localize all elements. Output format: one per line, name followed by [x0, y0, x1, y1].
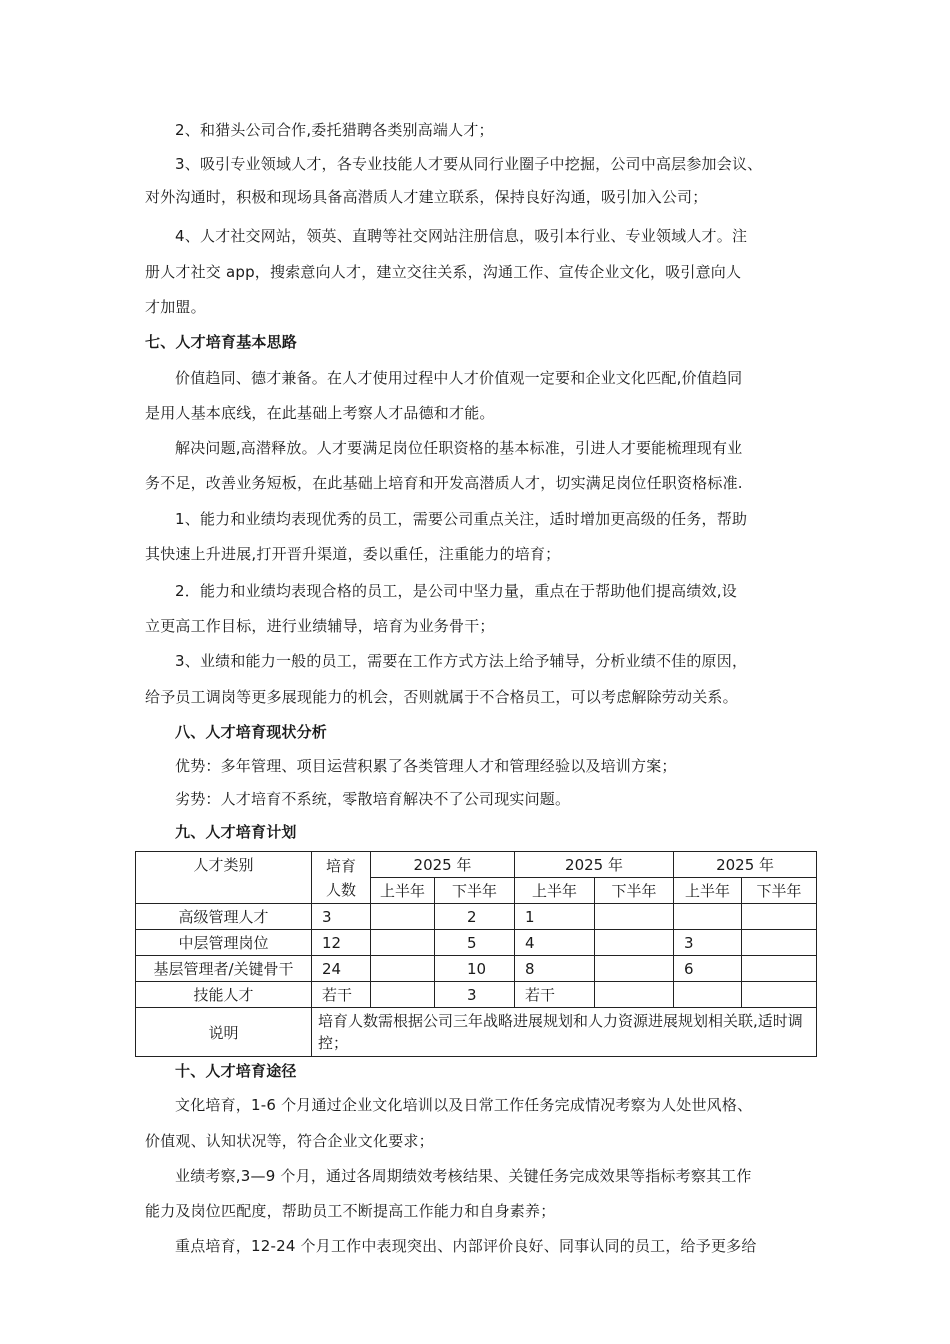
- header-count-top: 培育: [325, 856, 356, 875]
- row-y1-first: [371, 982, 435, 1008]
- header-year-1-first-half: 上半年: [371, 878, 435, 904]
- table-header-row: [136, 852, 817, 878]
- paragraph-excellent-line2: 其快速上升进展,打开晋升渠道，委以重任，注重能力的培育；: [145, 545, 561, 563]
- table-row: [136, 904, 817, 930]
- row-category: 中层管理岗位: [136, 930, 312, 956]
- header-year-3-second-half: 下半年: [742, 878, 817, 904]
- table-row: [136, 982, 817, 1008]
- paragraph-problem-line2: 务不足，改善业务短板，在此基础上培育和开发高潜质人才，切实满足岗位任职资格标准.: [145, 474, 743, 492]
- paragraph-performance-line1: 业绩考察,3—9 个月，通过各周期绩效考核结果、关键任务完成效果等指标考察其工作: [175, 1167, 752, 1185]
- row-count: 24: [312, 956, 371, 982]
- paragraph-strengths: 优势：多年管理、项目运营积累了各类管理人才和管理经验以及培训方案；: [175, 757, 677, 775]
- row-category: 基层管理者/关键骨干: [136, 956, 312, 982]
- row-y3-first: 6: [674, 956, 742, 982]
- header-year-1: 2025 年: [371, 852, 515, 878]
- row-y3-first: [674, 904, 742, 930]
- row-y1-second: 3: [435, 982, 515, 1008]
- paragraph-problem-line1: 解决问题,高潜释放。人才要满足岗位任职资格的基本标准，引进人才要能梳理现有业: [175, 439, 743, 457]
- paragraph-headhunter: 2、和猎头公司合作,委托猎聘各类别高端人才；: [175, 121, 494, 139]
- section-heading-9: 九、人才培育计划: [175, 823, 297, 841]
- note-text: 培育人数需根据公司三年战略进展规划和人力资源进展规划相关联,适时调控；: [312, 1008, 817, 1057]
- row-y2-first: 1: [515, 904, 595, 930]
- row-y3-second: [742, 982, 817, 1008]
- header-count-bottom: 人数: [325, 880, 356, 899]
- table-row: [136, 956, 817, 982]
- header-year-1-second-half: 下半年: [435, 878, 515, 904]
- section-heading-10: 十、人才培育途径: [175, 1062, 297, 1080]
- row-y1-first: [371, 904, 435, 930]
- row-y2-first: 4: [515, 930, 595, 956]
- row-category: 技能人才: [136, 982, 312, 1008]
- paragraph-qualified-line1: 2．能力和业绩均表现合格的员工，是公司中坚力量，重点在于帮助他们提高绩效,设: [175, 582, 737, 600]
- header-year-2-second-half: 下半年: [595, 878, 674, 904]
- paragraph-culture-line1: 文化培育，1-6 个月通过企业文化培训以及日常工作任务完成情况考察为人处世风格、: [175, 1096, 753, 1114]
- header-year-3-first-half: 上半年: [674, 878, 742, 904]
- paragraph-average-line2: 给予员工调岗等更多展现能力的机会，否则就属于不合格员工，可以考虑解除劳动关系。: [145, 688, 738, 706]
- paragraph-values-line1: 价值趋同、德才兼备。在人才使用过程中人才价值观一定要和企业文化匹配,价值趋同: [175, 369, 743, 387]
- table-row: [136, 930, 817, 956]
- row-y2-second: [595, 904, 674, 930]
- table-note-row: [136, 1008, 817, 1057]
- row-y1-first: [371, 930, 435, 956]
- header-category: 人才类别: [136, 852, 312, 904]
- row-y3-second: [742, 956, 817, 982]
- paragraph-average-line1: 3、业绩和能力一般的员工，需要在工作方式方法上给予辅导，分析业绩不佳的原因，: [175, 652, 748, 670]
- section-heading-7: 七、人才培育基本思路: [145, 333, 298, 351]
- paragraph-values-line2: 是用人基本底线，在此基础上考察人才品德和才能。: [145, 404, 495, 422]
- paragraph-weaknesses: 劣势：人才培育不系统，零散培育解决不了公司现实问题。: [175, 790, 571, 808]
- paragraph-social-line3: 才加盟。: [145, 298, 206, 316]
- header-year-3: 2025 年: [674, 852, 817, 878]
- row-y3-second: [742, 904, 817, 930]
- row-y2-second: [595, 982, 674, 1008]
- row-y3-first: [674, 982, 742, 1008]
- paragraph-professional-line1: 3、吸引专业领域人才，各专业技能人才要从同行业圈子中挖掘，公司中高层参加会议、: [175, 155, 763, 173]
- paragraph-professional-line2: 对外沟通时，积极和现场具备高潜质人才建立联系，保持良好沟通，吸引加入公司；: [145, 188, 708, 206]
- row-y2-second: [595, 956, 674, 982]
- header-year-2-first-half: 上半年: [515, 878, 595, 904]
- paragraph-qualified-line2: 立更高工作目标，进行业绩辅导，培育为业务骨干；: [145, 617, 495, 635]
- training-plan-table: [135, 851, 817, 1057]
- paragraph-performance-line2: 能力及岗位匹配度，帮助员工不断提高工作能力和自身素养；: [145, 1202, 556, 1220]
- row-y2-second: [595, 930, 674, 956]
- paragraph-key-training: 重点培育，12-24 个月工作中表现突出、内部评价良好、同事认同的员工，给予更多给: [175, 1237, 757, 1255]
- section-heading-8: 八、人才培育现状分析: [175, 723, 328, 741]
- header-count: [312, 852, 371, 904]
- row-category: 高级管理人才: [136, 904, 312, 930]
- paragraph-social-line2: 册人才社交 app，搜索意向人才，建立交往关系，沟通工作、宣传企业文化，吸引意向人: [145, 263, 742, 281]
- row-count: 3: [312, 904, 371, 930]
- paragraph-excellent-line1: 1、能力和业绩均表现优秀的员工，需要公司重点关注，适时增加更高级的任务，帮助: [175, 510, 748, 528]
- row-y3-first: 3: [674, 930, 742, 956]
- row-y3-second: [742, 930, 817, 956]
- header-year-2: 2025 年: [515, 852, 674, 878]
- note-label: 说明: [136, 1008, 312, 1057]
- row-y1-second: 2: [435, 904, 515, 930]
- row-count: 12: [312, 930, 371, 956]
- row-y1-second: 5: [435, 930, 515, 956]
- row-y2-first: 若干: [515, 982, 595, 1008]
- row-y2-first: 8: [515, 956, 595, 982]
- row-y1-second: 10: [435, 956, 515, 982]
- paragraph-social-line1: 4、人才社交网站，领英、直聘等社交网站注册信息，吸引本行业、专业领域人才。注: [175, 227, 748, 245]
- row-count: 若干: [312, 982, 371, 1008]
- paragraph-culture-line2: 价值观、认知状况等，符合企业文化要求；: [145, 1132, 434, 1150]
- row-y1-first: [371, 956, 435, 982]
